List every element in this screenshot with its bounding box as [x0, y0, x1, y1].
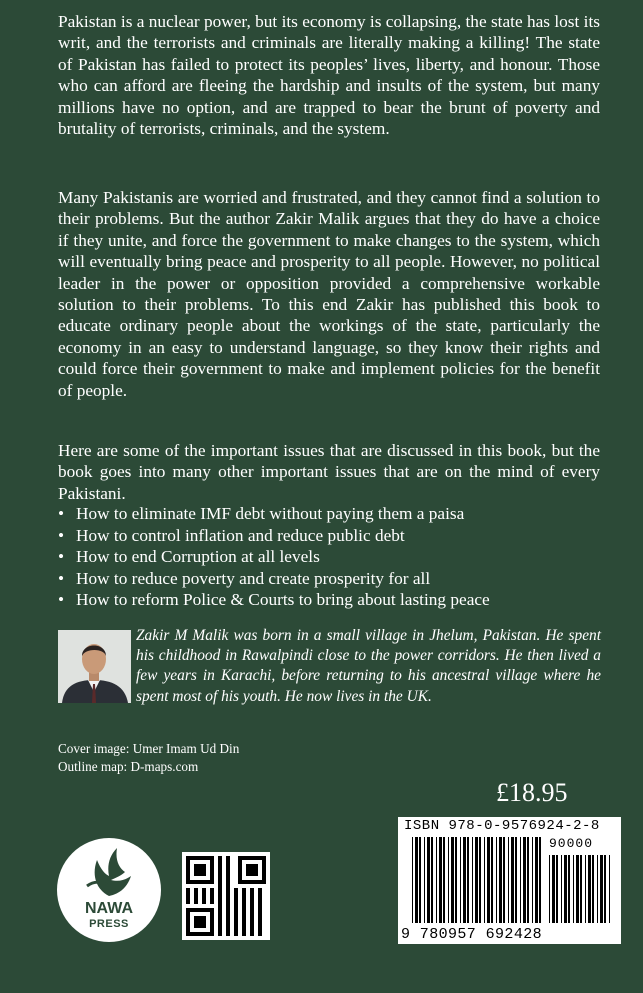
barcode-bars-icon [412, 837, 542, 923]
issues-list [58, 503, 618, 611]
author-bio: Zakir M Malik was born in a small village in Jhelum, Pakistan. He spent his childhood in Rawalpindi close to the power corridors. He then lived a few years in Karachi, before returning to his ancestral village where he spent most of his youth. He now lives in the UK. [136, 627, 601, 705]
list-item [58, 525, 618, 547]
isbn-label: ISBN 978-0-9576924-2-8 [404, 818, 600, 834]
list-item-text: How to reform Police & Courts to bring about lasting peace [76, 590, 490, 610]
publisher-logo [57, 838, 161, 942]
list-item [58, 589, 618, 611]
cover-image-credit: Cover image: Umer Imam Ud Din [58, 741, 240, 756]
list-item [58, 503, 618, 525]
barcode-addon-bars-icon [549, 855, 613, 923]
blurb-paragraph-2: Many Pakistanis are worried and frustrated, and they cannot find a solution to their problems. But the author Zakir Malik argues that they do have a choice if they unite, and force the government to make changes to the system, which will eventually bring peace and prosperity to all people. However, no political leader in the power or opposition provided a comprehensive workable solution to their problems. To this end Zakir has published this book to educate ordinary people about the workings of the state, particularly the economy in an easy to understand language, so they know their rights and could force their government to make and implement policies for the benefit of people. [58, 188, 600, 400]
bullet-icon: • [58, 590, 65, 610]
author-photo [58, 630, 131, 703]
barcode-addon: 90000 [549, 836, 594, 851]
author-portrait-icon [58, 630, 131, 703]
barcode-digits: 9 780957 692428 [401, 926, 543, 943]
bullet-icon: • [58, 525, 65, 545]
bullet-icon: • [58, 547, 65, 567]
list-item-text: How to control inflation and reduce public debt [76, 525, 405, 545]
qr-code-icon [182, 852, 270, 940]
bullet-icon: • [58, 504, 65, 523]
publisher-name: NAWA [85, 900, 133, 917]
publisher-press: PRESS [89, 918, 129, 930]
bullet-icon: • [58, 568, 65, 588]
list-item [58, 546, 618, 568]
outline-map-credit: Outline map: D-maps.com [58, 759, 199, 774]
credits [58, 740, 239, 776]
blurb-paragraph-3: Here are some of the important issues that are discussed in this book, but the book goes into many other important issues that are on the mind of every Pakistani. [58, 441, 600, 503]
bird-emblem-icon [79, 846, 139, 898]
price: £18.95 [496, 778, 568, 807]
list-item-text: How to reduce poverty and create prosperity for all [76, 568, 431, 588]
isbn-barcode [398, 817, 621, 944]
list-item-text: How to eliminate IMF debt without paying them a paisa [76, 504, 465, 523]
list-item [58, 568, 618, 590]
blurb-paragraph-1: Pakistan is a nuclear power, but its economy is collapsing, the state has lost its writ, and the terrorists and criminals are literally making a killing! The state of Pakistan has failed to protect its peoples’ lives, liberty, and honour. Those who can afford are fleeing the hardship and insults of the system, but many millions have no option, and are trapped to bear the brunt of poverty and brutality of terrorists, criminals, and the system. [58, 12, 600, 139]
qr-code [182, 852, 270, 940]
list-item-text: How to end Corruption at all levels [76, 547, 320, 567]
